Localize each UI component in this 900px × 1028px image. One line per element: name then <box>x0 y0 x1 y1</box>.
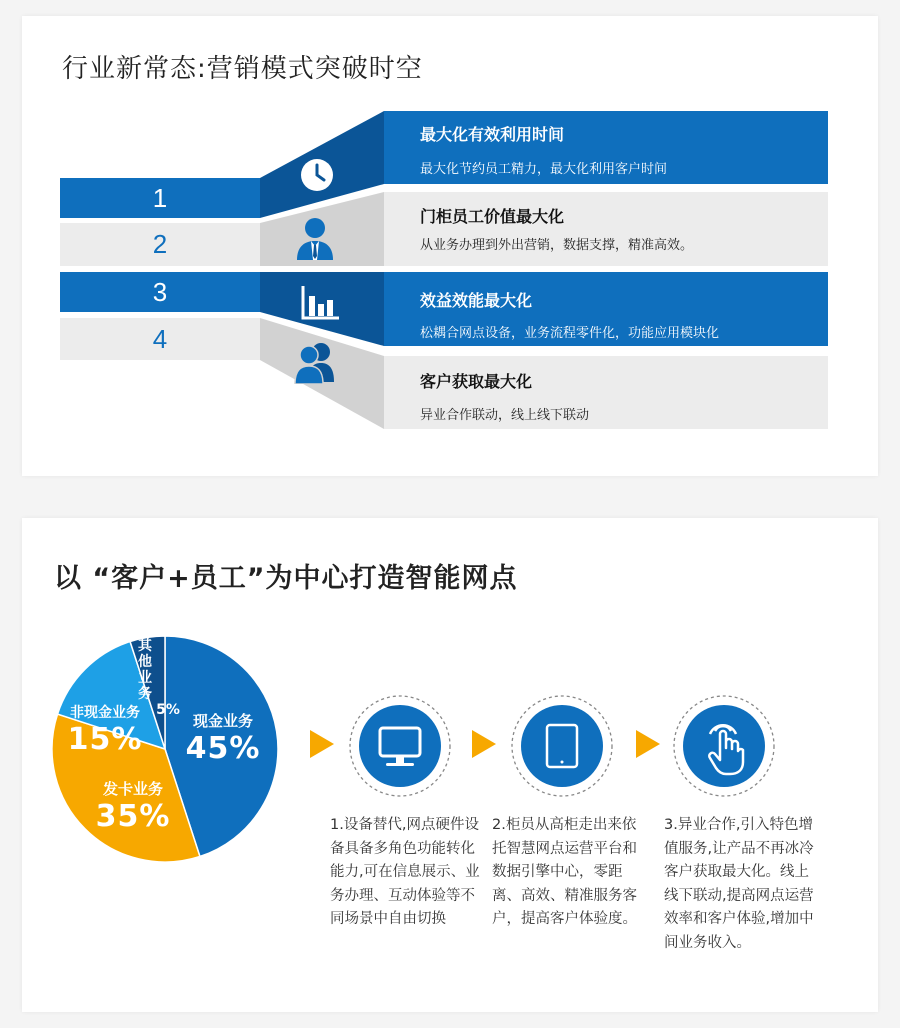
section-title-smart-branch: 以 “客户+员工”为中心打造智能网点 <box>54 563 518 594</box>
monitor-icon <box>348 694 452 798</box>
section-title-strategy: 行业新常态:营销模式突破时空 <box>62 54 423 84</box>
row-desc-3: 松耦合网点设备，业务流程零件化，功能应用模块化 <box>420 326 720 341</box>
pie-label-cash-percent: 45% <box>185 731 261 766</box>
row-desc-2: 从业务办理到外出营销，数据支撑，精准高效。 <box>420 238 694 253</box>
row-title-2: 门柜员工价值最大化 <box>420 207 565 226</box>
feature-text-2: 2.柜员从高柜走出来依托智慧网点运营平台和数据引擎中心，零距离、高效、精准服务客户，提高客户体验度。 <box>492 817 637 927</box>
arrow-2-icon <box>472 730 496 758</box>
tablet-icon <box>510 694 614 798</box>
pie-label-other-name: 其他业务 <box>138 638 152 702</box>
feature-text-3: 3.异业合作,引入特色增值服务,让产品不再冰冷客户获取最大化。线上线下联动,提高网点运营效率和客户体验,增加中间业务收入。 <box>664 817 814 951</box>
pie-label-card-name: 发卡业务 <box>102 780 163 798</box>
arrow-3-icon <box>636 730 660 758</box>
row-number-3: 3 <box>152 277 168 307</box>
users-icon <box>294 340 336 384</box>
clock-icon <box>299 157 335 193</box>
row-desc-4: 异业合作联动，线上线下联动 <box>420 408 590 423</box>
pie-label-noncash-name: 非现金业务 <box>70 705 140 721</box>
row-title-1: 最大化有效利用时间 <box>420 125 565 144</box>
feature-text-1: 1.设备替代,网点硬件设备具备多角色功能转化能力,可在信息展示、业务办理、互动体验等不同场景中自由切换 <box>330 817 480 927</box>
pie-label-cash <box>178 710 268 766</box>
arrow-1-icon <box>310 730 334 758</box>
pie-label-other <box>136 638 154 702</box>
pie-label-noncash <box>55 702 155 757</box>
pie-label-other-percent-wrap <box>153 702 183 718</box>
pie-label-card-percent: 35% <box>95 799 171 834</box>
pie-label-other-percent: 5% <box>156 702 180 718</box>
pie-label-card <box>88 778 178 834</box>
touch-hand-icon <box>672 694 776 798</box>
row-number-1: 1 <box>152 183 168 213</box>
row-number-4: 4 <box>152 324 168 354</box>
pie-label-noncash-percent: 15% <box>67 722 143 757</box>
row-number-2: 2 <box>152 229 168 259</box>
smart-branch-card <box>22 518 878 1012</box>
staff-icon <box>295 216 335 262</box>
row-title-4: 客户获取最大化 <box>420 372 533 391</box>
strategy-card <box>22 16 878 476</box>
pie-label-cash-name: 现金业务 <box>192 712 253 730</box>
bar-chart-icon <box>301 286 339 320</box>
business-pie-chart <box>50 634 280 864</box>
row-title-3: 效益效能最大化 <box>420 291 533 310</box>
row-desc-1: 最大化节约员工精力，最大化利用客户时间 <box>420 162 668 177</box>
